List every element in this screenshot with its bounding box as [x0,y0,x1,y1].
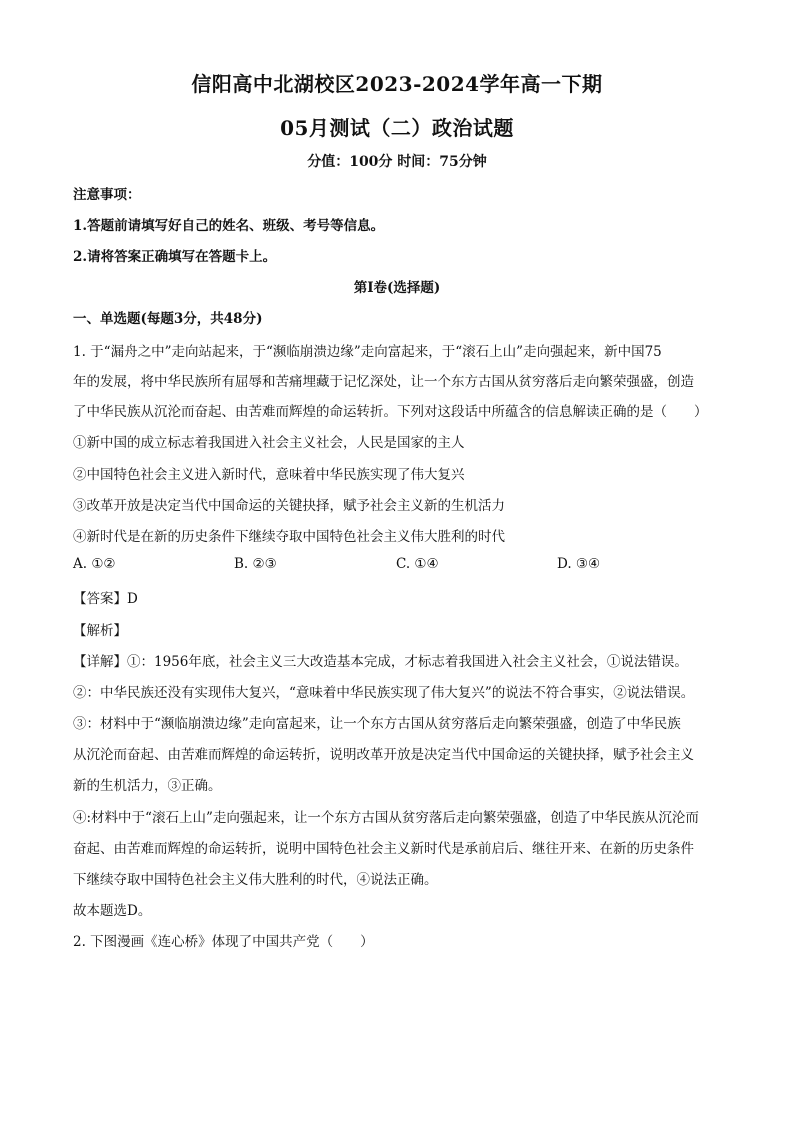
q1-option-b: B. ②③ [234,556,277,572]
q1-detail-line: 从沉沦而奋起、由苦难而辉煌的命运转折，说明改革开放是决定当代中国命运的关键抉择，赋予社会主义 [73,747,694,763]
q1-detail-line: 下继续夺取中国特色社会主义伟大胜利的时代，④说法正确。 [73,872,438,888]
q2-stem: 2. 下图漫画《连心桥》体现了中国共产党（ ） [73,934,374,950]
q1-option-d: D. ③④ [557,556,601,572]
q1-analysis-label: 【解析】 [73,623,127,639]
q1-statement: ①新中国的成立标志着我国进入社会主义社会，人民是国家的主人 [73,435,465,451]
exam-title-line1: 信阳高中北湖校区2023-2024学年高一下期 [191,72,603,96]
q1-detail-line: 【详解】①：1956年底，社会主义三大改造基本完成，才标志着我国进入社会主义社会，①说法错误。 [73,654,688,670]
part-heading: 一、单选题(每题3分，共48分) [73,311,263,327]
notes-heading: 注意事项： [73,187,141,203]
q1-stem-line: 1. 于“漏舟之中”走向站起来，于“濒临崩溃边缘”走向富起来，于“滚石上山”走向强起来，新中国75 [73,344,662,360]
q1-option-a: A. ①② [73,556,116,572]
q1-detail-line: ④:材料中于“滚石上山”走向强起来，让一个东方古国从贫穷落后走向繁荣强盛，创造了中华民族从沉沦而 [73,810,699,826]
volume-heading: 第I卷(选择题) [353,280,441,296]
exam-title-line2: 05月测试（二）政治试题 [280,116,514,140]
q1-statement: ②中国特色社会主义进入新时代，意味着中华民族实现了伟大复兴 [73,467,465,483]
q1-statement: ③改革开放是决定当代中国命运的关键抉择，赋予社会主义新的生机活力 [73,498,505,514]
q1-stem-line: 了中华民族从沉沦而奋起、由苦难而辉煌的命运转折。下列对这段话中所蕴含的信息解读正确的是（ ） [73,404,708,420]
q1-statement: ④新时代是在新的历史条件下继续夺取中国特色社会主义伟大胜利的时代 [73,529,505,545]
q1-option-c: C. ①④ [396,556,439,572]
q1-detail-line: 新的生机活力，③正确。 [73,778,222,794]
q1-conclusion: 故本题选D。 [73,903,152,919]
notes-item: 1.答题前请填写好自己的姓名、班级、考号等信息。 [73,218,385,234]
q1-stem-line: 年的发展，将中华民族所有屈辱和苦痛埋藏于记忆深处，让一个东方古国从贫穷落后走向繁荣强盛，创造 [73,374,694,390]
q1-detail-line: ③：材料中于“濒临崩溃边缘”走向富起来，让一个东方古国从贫穷落后走向繁荣强盛，创造了中华民族 [73,716,681,732]
exam-meta: 分值：100分 时间：75分钟 [307,154,487,170]
q1-detail-line: 奋起、由苦难而辉煌的命运转折，说明中国特色社会主义新时代是承前启后、继往开来、在新的历史条件 [73,841,694,857]
q1-answer: 【答案】D [73,591,138,607]
notes-item: 2.请将答案正确填写在答题卡上。 [73,249,277,265]
q1-detail-line: ②：中华民族还没有实现伟大复兴，“意味着中华民族实现了伟大复兴”的说法不符合事实，②说法错误。 [73,685,695,701]
